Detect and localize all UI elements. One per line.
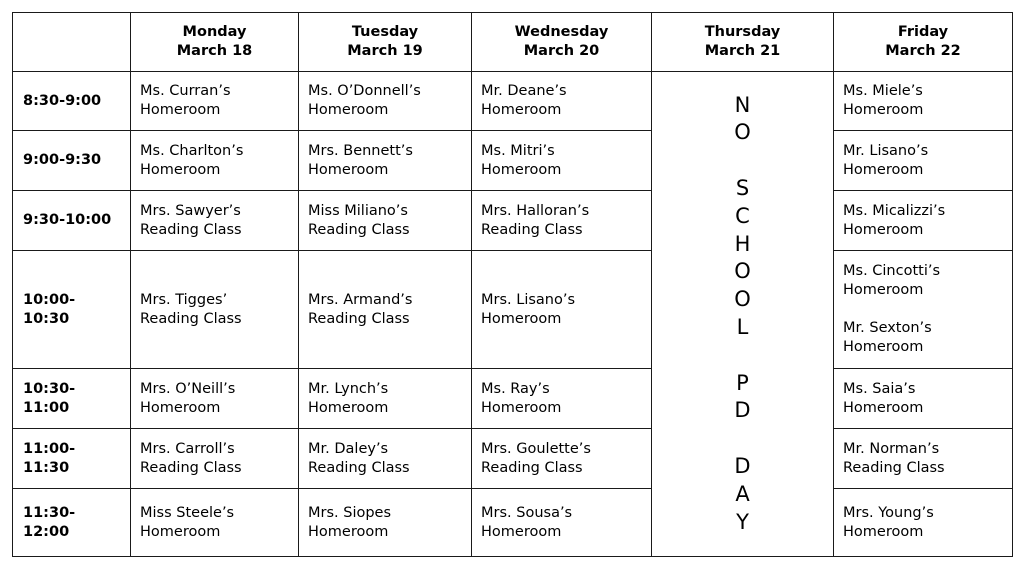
day-name: Tuesday (351, 24, 419, 40)
class-type: Homeroom (843, 161, 924, 178)
notice-letter: O (734, 259, 751, 284)
day-name: Friday (897, 24, 949, 40)
class-type: Homeroom (843, 339, 924, 355)
day-date: March 21 (704, 43, 781, 59)
class-type: Homeroom (843, 399, 924, 416)
class-type: Homeroom (140, 399, 221, 416)
class-type: Homeroom (843, 523, 924, 540)
teacher-name: Mrs. Bennett’s (308, 142, 413, 159)
teacher-name: Ms. Charlton’s (140, 142, 244, 159)
class-type: Homeroom (843, 221, 924, 238)
teacher-name: Mrs. Lisano’s (481, 291, 576, 308)
class-type: Reading Class (140, 459, 242, 476)
schedule-cell-tuesday (299, 489, 472, 557)
notice-letter: D (734, 453, 751, 478)
time-slot: 10:00-10:30 (13, 251, 131, 369)
class-type: Reading Class (140, 310, 242, 327)
schedule-cell-tuesday (299, 72, 472, 131)
header-corner-cell (13, 13, 131, 72)
schedule-row (13, 251, 1013, 369)
schedule-cell-monday (131, 429, 299, 489)
header-wednesday (472, 13, 652, 72)
header-monday (131, 13, 299, 72)
notice-letter: O (734, 287, 751, 312)
teacher-name: Ms. Saia’s (843, 380, 916, 397)
schedule-table (12, 12, 1013, 557)
day-date: March 18 (176, 43, 253, 59)
schedule-cell-friday (834, 489, 1013, 557)
class-type: Homeroom (308, 523, 389, 540)
teacher-name: Mr. Norman’s (843, 440, 940, 457)
class-type: Reading Class (308, 310, 410, 327)
class-type: Homeroom (140, 161, 221, 178)
teacher-name: Miss Steele’s (140, 504, 235, 521)
notice-letter: N (734, 92, 751, 117)
class-type: Homeroom (843, 102, 924, 118)
class-type: Reading Class (140, 221, 242, 238)
teacher-name: Ms. Miele’s (843, 83, 923, 99)
notice-letter: P (736, 370, 749, 395)
time-slot: 11:00-11:30 (13, 429, 131, 489)
teacher-name: Mrs. Sousa’s (481, 504, 573, 521)
cell-gap (843, 300, 1003, 319)
header-thursday (652, 13, 834, 72)
day-name: Wednesday (514, 24, 609, 40)
schedule-row (13, 191, 1013, 251)
schedule-row (13, 429, 1013, 489)
schedule-cell-wednesday (472, 131, 652, 191)
header-friday (834, 13, 1013, 72)
teacher-name: Mrs. Sawyer’s (140, 202, 241, 219)
schedule-cell-wednesday (472, 369, 652, 429)
teacher-name: Ms. Cincotti’s (843, 263, 941, 279)
notice-letter: O (734, 120, 751, 145)
schedule-cell-tuesday (299, 191, 472, 251)
notice-letter: D (734, 398, 751, 423)
teacher-name: Ms. Ray’s (481, 380, 550, 397)
teacher-name: Mrs. Armand’s (308, 291, 413, 308)
class-type: Homeroom (481, 399, 562, 416)
schedule-cell-friday (834, 72, 1013, 131)
schedule-cell-tuesday (299, 131, 472, 191)
time-slot: 11:30-12:00 (13, 489, 131, 557)
schedule-cell-wednesday (472, 251, 652, 369)
teacher-name: Ms. Mitri’s (481, 142, 555, 159)
time-slot: 9:30-10:00 (13, 191, 131, 251)
schedule-row (13, 369, 1013, 429)
class-type: Homeroom (140, 102, 221, 118)
schedule-cell-monday (131, 131, 299, 191)
time-slot: 10:30-11:00 (13, 369, 131, 429)
teacher-name: Mrs. Carroll’s (140, 440, 235, 457)
schedule-cell-tuesday (299, 429, 472, 489)
notice-letter: Y (736, 509, 749, 534)
teacher-name: Mr. Lynch’s (308, 380, 389, 397)
notice-letter: L (736, 315, 749, 339)
notice-spacer (661, 342, 824, 370)
schedule-cell-friday (834, 131, 1013, 191)
schedule-cell-friday (834, 429, 1013, 489)
class-type: Homeroom (481, 310, 562, 327)
notice-spacer (661, 425, 824, 453)
schedule-cell-friday (834, 251, 1013, 369)
schedule-cell-friday (834, 191, 1013, 251)
day-name: Thursday (704, 24, 781, 40)
notice-letter: C (735, 203, 750, 228)
header-row (13, 13, 1013, 72)
schedule-row (13, 131, 1013, 191)
notice-letter: S (735, 176, 750, 201)
schedule-cell-tuesday (299, 369, 472, 429)
schedule-cell-monday (131, 369, 299, 429)
day-date: March 22 (885, 43, 961, 59)
teacher-name: Ms. Micalizzi’s (843, 202, 946, 219)
schedule-cell-monday (131, 191, 299, 251)
teacher-name: Ms. Curran’s (140, 83, 231, 99)
header-tuesday (299, 13, 472, 72)
schedule-cell-monday (131, 72, 299, 131)
class-type: Reading Class (308, 459, 410, 476)
schedule-cell-monday (131, 251, 299, 369)
class-type: Homeroom (140, 523, 221, 540)
schedule-cell-monday (131, 489, 299, 557)
class-type: Homeroom (481, 523, 562, 540)
schedule-cell-wednesday (472, 489, 652, 557)
notice-spacer (661, 147, 824, 175)
schedule-cell-wednesday (472, 72, 652, 131)
teacher-name: Mrs. Young’s (843, 504, 934, 521)
notice-letter: H (734, 231, 751, 256)
class-type: Homeroom (481, 102, 562, 118)
schedule-row (13, 72, 1013, 131)
teacher-name: Mrs. Siopes (308, 504, 392, 521)
schedule-row (13, 489, 1013, 557)
time-slot: 9:00-9:30 (13, 131, 131, 191)
class-type: Homeroom (308, 399, 389, 416)
teacher-name: Mr. Sexton’s (843, 320, 932, 336)
class-type: Reading Class (308, 221, 410, 238)
class-type: Reading Class (481, 459, 583, 476)
time-slot: 8:30-9:00 (13, 72, 131, 131)
teacher-name: Mr. Deane’s (481, 83, 567, 99)
teacher-name: Mrs. O’Neill’s (140, 380, 236, 397)
notice-letter: A (735, 481, 750, 506)
teacher-name: Mr. Daley’s (308, 440, 389, 457)
class-type: Homeroom (308, 102, 389, 118)
teacher-name: Miss Miliano’s (308, 202, 408, 219)
class-type: Homeroom (481, 161, 562, 178)
teacher-name: Mrs. Tigges’ (140, 291, 228, 308)
schedule-cell-tuesday (299, 251, 472, 369)
schedule-cell-wednesday (472, 191, 652, 251)
day-date: March 19 (347, 43, 423, 59)
thursday-no-school-pd-day (652, 72, 834, 557)
day-name: Monday (182, 24, 247, 40)
schedule-cell-friday (834, 369, 1013, 429)
class-type: Homeroom (308, 161, 389, 178)
day-date: March 20 (523, 43, 600, 59)
class-type: Reading Class (843, 459, 945, 476)
class-type: Homeroom (843, 282, 924, 298)
class-type: Reading Class (481, 221, 583, 238)
teacher-name: Mrs. Halloran’s (481, 202, 590, 219)
schedule-cell-wednesday (472, 429, 652, 489)
teacher-name: Mrs. Goulette’s (481, 440, 591, 457)
teacher-name: Mr. Lisano’s (843, 142, 929, 159)
teacher-name: Ms. O’Donnell’s (308, 83, 421, 99)
